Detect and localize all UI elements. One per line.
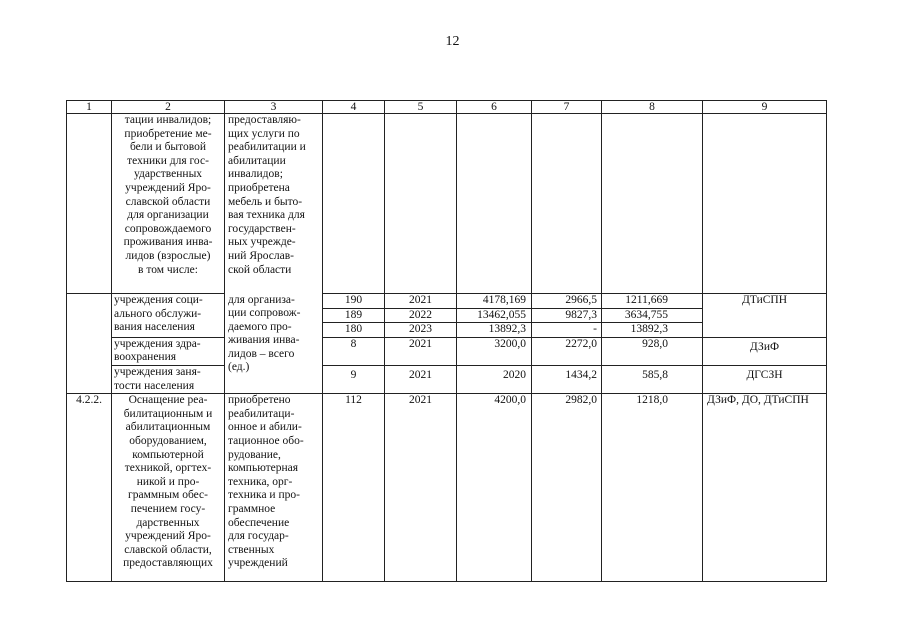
text-line: учреждения здра- bbox=[114, 337, 201, 350]
text-line: приобретение ме- bbox=[124, 127, 212, 140]
text-line: славской области, bbox=[124, 543, 212, 556]
header-row bbox=[67, 101, 827, 114]
federal-cell: 2982,0 bbox=[532, 394, 602, 582]
header-cell-4: 4 bbox=[323, 101, 385, 114]
year-cell: 2022 bbox=[385, 308, 457, 323]
text-line: тости населения bbox=[114, 379, 195, 392]
year-cell: 2021 bbox=[385, 294, 457, 309]
quantity-cell: 180 bbox=[323, 323, 385, 338]
header-cell-7: 7 bbox=[532, 101, 602, 114]
text-line: славской области bbox=[125, 195, 211, 208]
text-line: государствен- bbox=[228, 222, 296, 235]
text-line: учреждения заня- bbox=[114, 365, 201, 378]
year-cell: 2023 bbox=[385, 323, 457, 338]
regional-cell: 3634,755 bbox=[602, 308, 703, 323]
text-line: мебель и быто- bbox=[228, 195, 303, 208]
text-line: предоставляю- bbox=[228, 114, 301, 126]
regional-cell: 1218,0 bbox=[602, 394, 703, 582]
text-line: ции сопровож- bbox=[228, 307, 301, 320]
subgroup-social-label bbox=[112, 294, 225, 338]
text-line: в том числе: bbox=[138, 263, 198, 276]
total-cell: 13892,3 bbox=[457, 323, 532, 338]
table-row bbox=[67, 337, 827, 363]
responsible-org-cell: ДТиСПН bbox=[703, 294, 827, 338]
empty-cell bbox=[323, 114, 385, 294]
regional-cell: 13892,3 bbox=[602, 323, 703, 338]
header-cell-6: 6 bbox=[457, 101, 532, 114]
text-line: сопровождаемого bbox=[124, 222, 212, 235]
text-line: ской области bbox=[228, 263, 292, 276]
total-cell: 2020 bbox=[457, 365, 532, 393]
text-line: никой и про- bbox=[136, 475, 200, 488]
responsible-org-cell: ДЗиФ, ДО, ДТиСПН bbox=[703, 394, 827, 582]
text-line: лидов (взрослые) bbox=[125, 249, 211, 262]
text-line: приобретена bbox=[228, 181, 290, 194]
text-line: щих услуги по bbox=[228, 127, 300, 140]
text-line: граммное bbox=[228, 502, 276, 515]
text-line: ударственных bbox=[133, 168, 203, 181]
federal-cell: 2966,5 bbox=[532, 294, 602, 309]
text-line: билитационным и bbox=[123, 407, 213, 420]
empty-cell bbox=[602, 114, 703, 294]
table-row bbox=[67, 394, 827, 582]
text-line: учреждений Яро- bbox=[125, 530, 211, 543]
regional-cell: 928,0 bbox=[602, 337, 703, 365]
text-line: рудование, bbox=[228, 448, 281, 461]
continued-description bbox=[112, 114, 225, 294]
text-line: лидов – всего bbox=[228, 347, 295, 360]
quantity-cell: 112 bbox=[323, 394, 385, 582]
quantity-cell: 190 bbox=[323, 294, 385, 309]
text-line: инвалидов; bbox=[228, 168, 283, 181]
text-line: приобретено bbox=[228, 394, 291, 407]
text-line: для организации bbox=[127, 209, 209, 222]
total-cell: 3200,0 bbox=[457, 337, 532, 365]
text-line: вая техника для bbox=[228, 209, 305, 222]
total-cell: 4178,169 bbox=[457, 294, 532, 309]
federal-cell: 2272,0 bbox=[532, 337, 602, 365]
text-line: учреждений bbox=[228, 557, 288, 570]
header-cell-2: 2 bbox=[112, 101, 225, 114]
text-line: тационное обо- bbox=[228, 434, 304, 447]
text-line: компьютерной bbox=[132, 448, 204, 461]
subgroup-health-label bbox=[112, 337, 225, 365]
year-cell: 2021 bbox=[385, 394, 457, 582]
text-line: техникой, оргтех- bbox=[124, 462, 212, 475]
total-cell: 13462,055 bbox=[457, 308, 532, 323]
header-cell-8: 8 bbox=[602, 101, 703, 114]
page-number: 12 bbox=[445, 34, 460, 49]
text-line: реабилитации и bbox=[228, 141, 306, 154]
text-line: ственных bbox=[228, 543, 275, 556]
empty-cell bbox=[385, 114, 457, 294]
text-line: для государ- bbox=[228, 530, 289, 543]
text-line: даемого про- bbox=[228, 320, 292, 333]
table-row bbox=[67, 365, 827, 391]
quantity-cell: 8 bbox=[323, 337, 385, 365]
text-line: граммным обес- bbox=[128, 489, 208, 502]
text-line: вания населения bbox=[114, 321, 195, 334]
indicator-text-part1 bbox=[225, 114, 323, 294]
header-cell-1: 1 bbox=[67, 101, 112, 114]
text-line: компьютерная bbox=[228, 462, 299, 475]
text-line: предоставляющих bbox=[123, 557, 213, 570]
text-line: оборудованием, bbox=[129, 434, 207, 447]
header-cell-9: 9 bbox=[703, 101, 827, 114]
item-number: 4.2.2. bbox=[67, 394, 112, 582]
text-line: техника и про- bbox=[228, 489, 300, 502]
text-line: абилитационным bbox=[125, 421, 211, 434]
item-indicator bbox=[225, 394, 323, 582]
responsible-org-cell: ДЗиФ bbox=[703, 337, 827, 365]
item-description bbox=[112, 394, 225, 582]
table-row bbox=[67, 294, 827, 309]
year-cell: 2021 bbox=[385, 337, 457, 365]
text-line: живания инва- bbox=[228, 334, 300, 347]
text-line: онное и абили- bbox=[228, 421, 302, 434]
text-line: реабилитаци- bbox=[228, 407, 295, 420]
quantity-cell: 189 bbox=[323, 308, 385, 323]
num-cell-empty bbox=[67, 114, 112, 294]
text-line: техники для гос- bbox=[127, 154, 209, 167]
quantity-cell: 9 bbox=[323, 365, 385, 393]
empty-cell bbox=[532, 114, 602, 294]
text-line: дарственных bbox=[136, 516, 200, 529]
regional-cell: 1211,669 bbox=[602, 294, 703, 309]
num-cell-empty bbox=[67, 294, 112, 394]
subgroup-employment-label bbox=[112, 365, 225, 393]
text-line: ний Ярослав- bbox=[228, 249, 295, 262]
empty-cell bbox=[457, 114, 532, 294]
responsible-org-cell: ДГСЗН bbox=[703, 365, 827, 393]
federal-cell: 1434,2 bbox=[532, 365, 602, 393]
table-row bbox=[67, 114, 827, 294]
header-cell-3: 3 bbox=[225, 101, 323, 114]
indicator-text-part2 bbox=[225, 294, 323, 394]
text-line: обеспечение bbox=[228, 516, 290, 529]
text-line: учреждения соци- bbox=[114, 294, 203, 306]
text-line: абилитации bbox=[228, 154, 286, 167]
text-line: печением госу- bbox=[130, 502, 206, 515]
empty-cell bbox=[703, 114, 827, 294]
federal-cell: 9827,3 bbox=[532, 308, 602, 323]
federal-cell: - bbox=[532, 323, 602, 338]
program-table bbox=[66, 100, 827, 582]
text-line: для организа- bbox=[228, 293, 295, 306]
text-line: бели и бытовой bbox=[129, 141, 207, 154]
text-line: воохранения bbox=[114, 351, 177, 364]
text-line: техника, орг- bbox=[228, 475, 293, 488]
year-cell: 2021 bbox=[385, 365, 457, 393]
total-cell: 4200,0 bbox=[457, 394, 532, 582]
text-line: тации инвалидов; bbox=[124, 114, 212, 126]
text-line: ных учрежде- bbox=[228, 236, 296, 249]
text-line: проживания инва- bbox=[123, 236, 213, 249]
header-cell-5: 5 bbox=[385, 101, 457, 114]
text-line: ального обслужи- bbox=[114, 307, 202, 320]
text-line: учреждений Яро- bbox=[125, 181, 211, 194]
text-line: Оснащение реа- bbox=[128, 394, 208, 407]
regional-cell: 585,8 bbox=[602, 365, 703, 393]
text-line: (ед.) bbox=[228, 361, 250, 374]
